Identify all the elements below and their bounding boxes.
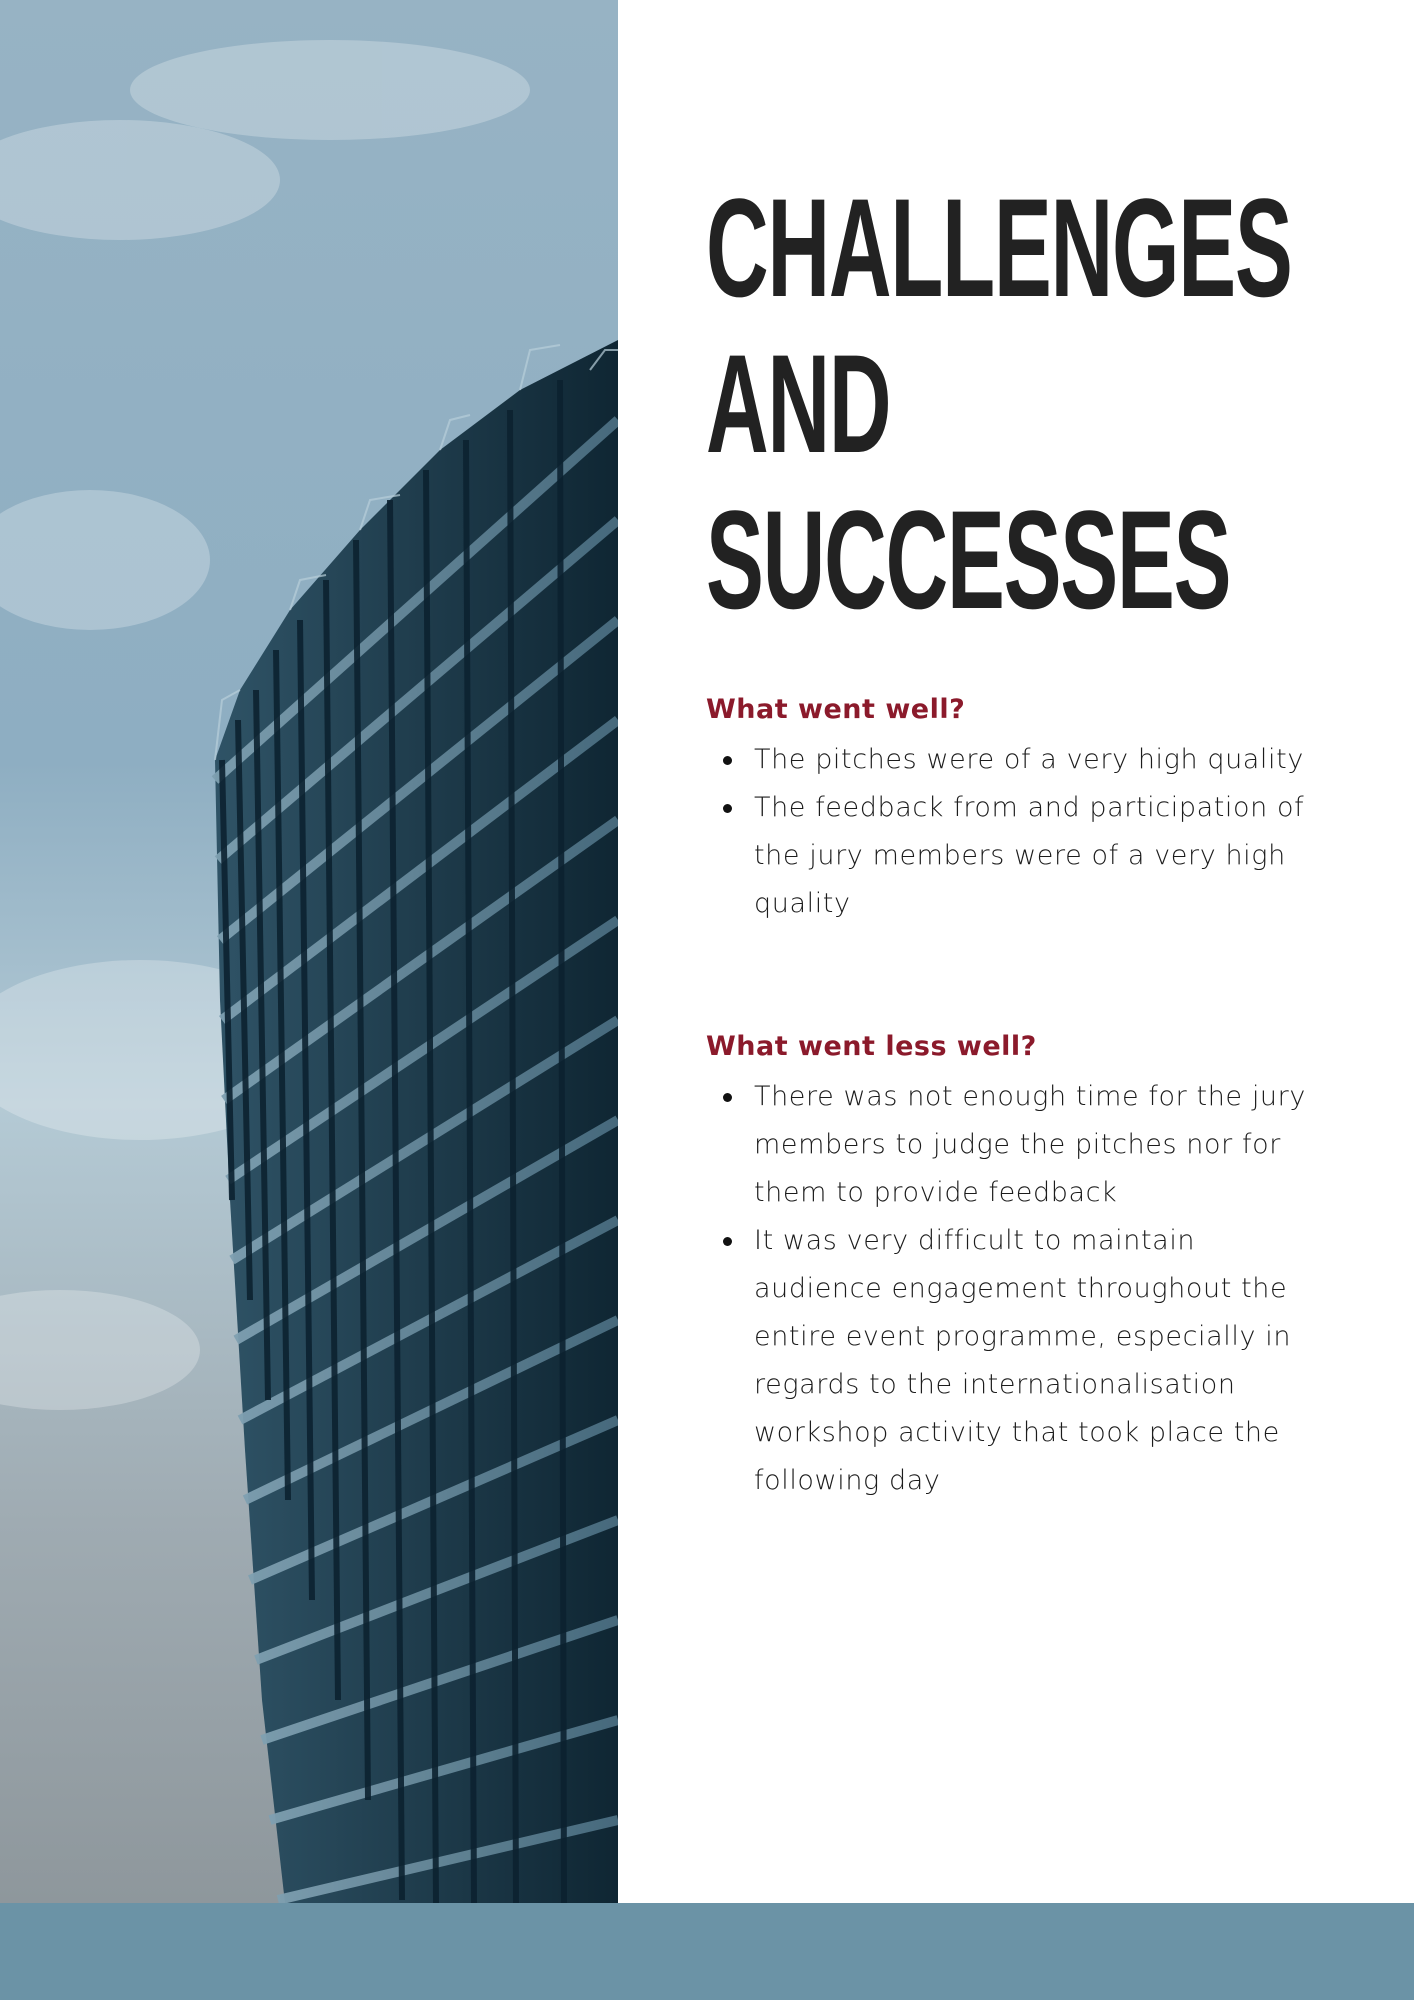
went-well-section [706,692,1326,928]
went-well-list [706,736,1326,928]
title-line-3: SUCCESSES [706,481,1231,638]
went-less-well-list [706,1073,1326,1505]
list-item: There was not enough time for the jury members to judge the pitches nor for them to provide feedback [754,1073,1326,1217]
list-item: The pitches were of a very high quality [754,736,1326,784]
went-less-well-section [706,1029,1326,1505]
title-line-2: AND [706,325,891,482]
building-illustration [0,0,618,1903]
list-item: It was very difficult to maintain audience engagement throughout the entire event programme, especially in regards to the internationalisation workshop activity that took place the following day [754,1217,1326,1505]
list-item: The feedback from and participation of the jury members were of a very high quality [754,784,1326,928]
footer-bar [0,1903,1414,2000]
went-well-heading: What went well? [706,694,966,725]
building-photo [0,0,618,1903]
went-less-well-heading: What went less well? [706,1031,1037,1062]
page-title [706,169,1292,638]
title-line-1: CHALLENGES [706,169,1292,326]
main-content [706,169,1326,1496]
